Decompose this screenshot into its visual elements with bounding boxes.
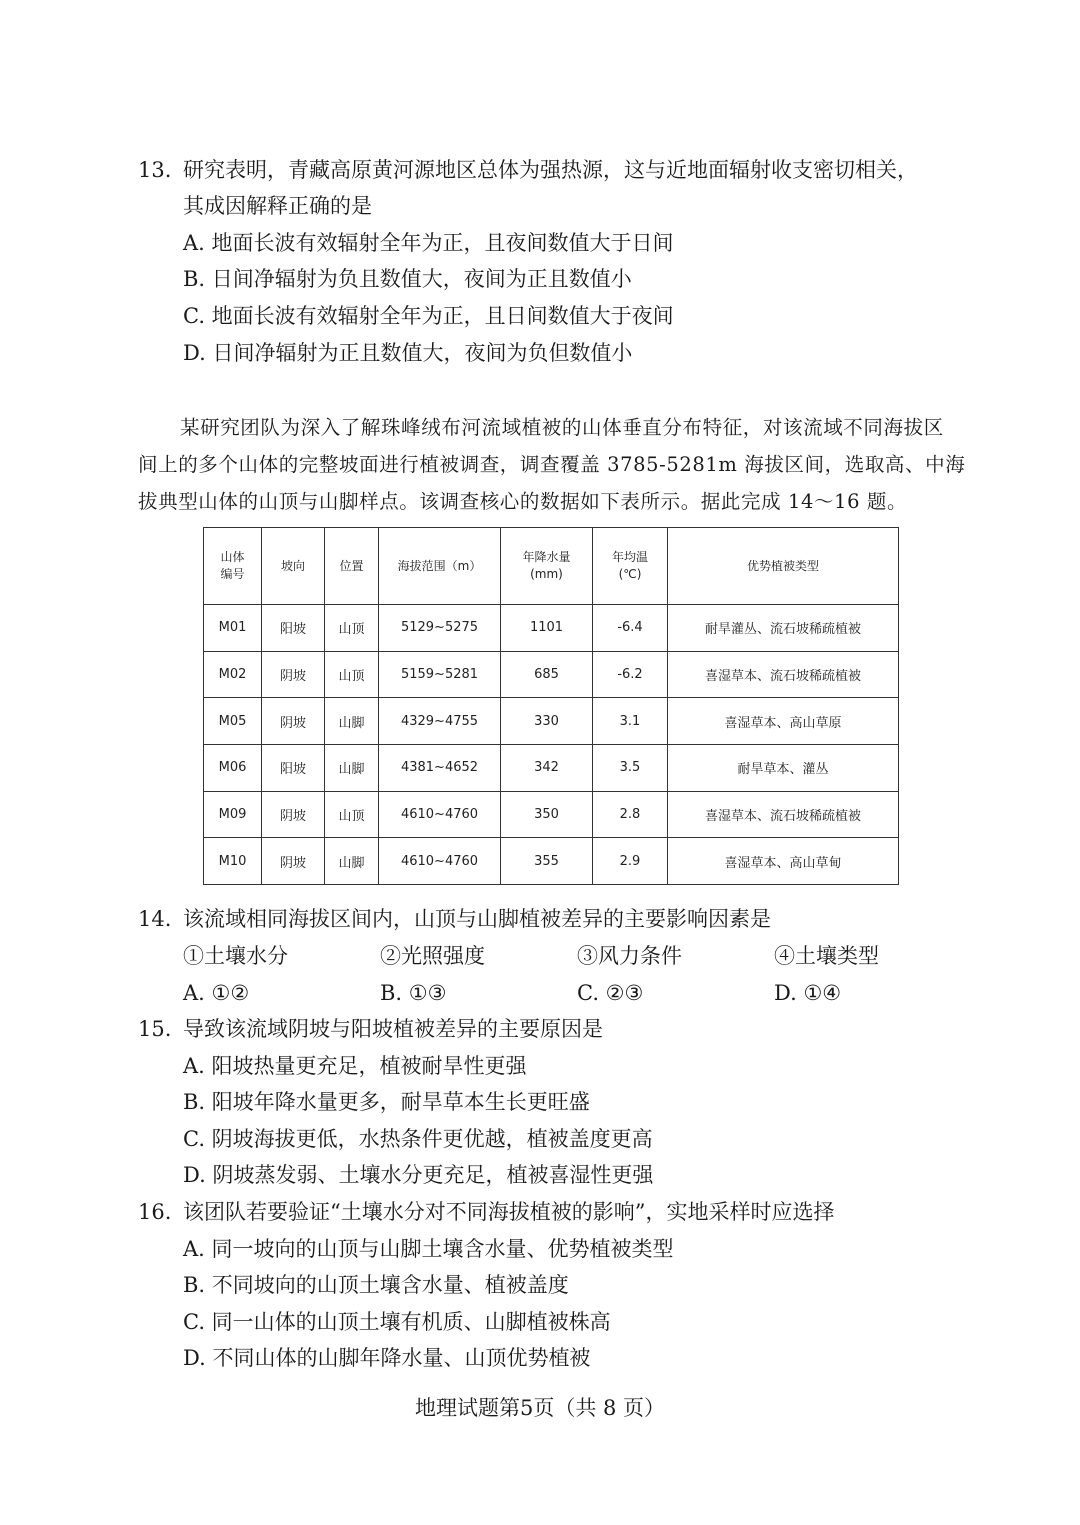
- q13-option-d: D. 日间净辐射为正且数值大，夜间为负但数值小: [183, 341, 633, 365]
- q15-option-b: B. 阳坡年降水量更多，耐旱草本生长更旺盛: [183, 1090, 590, 1114]
- cell-position: 山脚: [325, 698, 379, 745]
- cell-temperature: 2.8: [593, 791, 668, 838]
- cell-precipitation: 342: [501, 744, 593, 791]
- cell-elevation: 5159~5281: [379, 651, 501, 698]
- intro-line3: 拔典型山体的山顶与山脚样点。该调查核心的数据如下表所示。据此完成 14～16 题。: [138, 490, 908, 513]
- q13-stem-line1: 研究表明，青藏高原黄河源地区总体为强热源，这与近地面辐射收支密切相关，: [183, 158, 918, 182]
- q13-stem-line2: 其成因解释正确的是: [183, 194, 372, 218]
- q15-option-d: D. 阴坡蒸发弱、土壤水分更充足，植被喜湿性更强: [183, 1163, 654, 1187]
- cell-id: M06: [204, 744, 262, 791]
- q16-option-a: A. 同一坡向的山顶与山脚土壤含水量、优势植被类型: [183, 1237, 674, 1261]
- cell-temperature: 3.1: [593, 698, 668, 745]
- cell-position: 山脚: [325, 838, 379, 885]
- header-dominant-vegetation: 优势植被类型: [668, 528, 899, 605]
- q15-stem: 导致该流域阴坡与阳坡植被差异的主要原因是: [183, 1017, 603, 1041]
- q16-option-d: D. 不同山体的山脚年降水量、山顶优势植被: [183, 1346, 591, 1370]
- q15-option-a: A. 阳坡热量更充足，植被耐旱性更强: [183, 1054, 527, 1078]
- cell-aspect: 阴坡: [262, 651, 325, 698]
- q14-option-a: A. ①②: [183, 981, 250, 1005]
- table-row: [204, 838, 899, 885]
- cell-position: 山顶: [325, 651, 379, 698]
- cell-temperature: -6.2: [593, 651, 668, 698]
- cell-aspect: 阴坡: [262, 698, 325, 745]
- intro-line2: 间上的多个山体的完整坡面进行植被调查，调查覆盖 3785-5281m 海拔区间，选取高、中海: [138, 453, 966, 476]
- survey-data-table: [203, 527, 899, 885]
- header-annual-precipitation: 年降水量 (mm): [501, 528, 593, 605]
- q13-number: 13.: [138, 158, 172, 182]
- cell-elevation: 4329~4755: [379, 698, 501, 745]
- q16-option-c: C. 同一山体的山顶土壤有机质、山脚植被株高: [183, 1310, 611, 1334]
- q14-option-b: B. ①③: [380, 981, 447, 1005]
- cell-temperature: -6.4: [593, 605, 668, 652]
- table-row: [204, 791, 899, 838]
- q14-number: 14.: [138, 907, 172, 931]
- q14-option-d: D. ①④: [774, 981, 842, 1005]
- cell-id: M01: [204, 605, 262, 652]
- q16-stem: 该团队若要验证“土壤水分对不同海拔植被的影响”，实地采样时应选择: [183, 1200, 835, 1224]
- cell-position: 山顶: [325, 791, 379, 838]
- cell-position: 山脚: [325, 744, 379, 791]
- cell-temperature: 3.5: [593, 744, 668, 791]
- cell-elevation: 5129~5275: [379, 605, 501, 652]
- cell-precipitation: 350: [501, 791, 593, 838]
- cell-precipitation: 355: [501, 838, 593, 885]
- cell-elevation: 4610~4760: [379, 838, 501, 885]
- cell-aspect: 阴坡: [262, 791, 325, 838]
- header-elevation-range: 海拔范围（m）: [379, 528, 501, 605]
- table-row: [204, 744, 899, 791]
- cell-vegetation: 耐旱灌丛、流石坡稀疏植被: [668, 605, 899, 652]
- table-row: [204, 651, 899, 698]
- q15-number: 15.: [138, 1017, 172, 1041]
- cell-elevation: 4381~4652: [379, 744, 501, 791]
- table-header-row: [204, 528, 899, 605]
- q14-option-c: C. ②③: [577, 981, 644, 1005]
- cell-vegetation: 喜湿草本、高山草原: [668, 698, 899, 745]
- q16-number: 16.: [138, 1200, 172, 1224]
- q13-option-a: A. 地面长波有效辐射全年为正，且夜间数值大于日间: [183, 231, 674, 255]
- cell-id: M09: [204, 791, 262, 838]
- cell-position: 山顶: [325, 605, 379, 652]
- q14-item-2: ②光照强度: [380, 944, 485, 968]
- cell-aspect: 阳坡: [262, 744, 325, 791]
- cell-precipitation: 330: [501, 698, 593, 745]
- cell-aspect: 阴坡: [262, 838, 325, 885]
- cell-precipitation: 1101: [501, 605, 593, 652]
- q13-option-c: C. 地面长波有效辐射全年为正，且日间数值大于夜间: [183, 304, 674, 328]
- cell-vegetation: 喜湿草本、流石坡稀疏植被: [668, 791, 899, 838]
- cell-id: M10: [204, 838, 262, 885]
- q16-option-b: B. 不同坡向的山顶土壤含水量、植被盖度: [183, 1273, 569, 1297]
- cell-vegetation: 喜湿草本、高山草甸: [668, 838, 899, 885]
- header-mountain-id: 山体 编号: [204, 528, 262, 605]
- cell-aspect: 阳坡: [262, 605, 325, 652]
- table-row: [204, 605, 899, 652]
- header-slope-aspect: 坡向: [262, 528, 325, 605]
- cell-vegetation: 喜湿草本、流石坡稀疏植被: [668, 651, 899, 698]
- header-annual-temperature: 年均温 (℃): [593, 528, 668, 605]
- page-footer: 地理试题第5页（共 8 页）: [414, 1396, 666, 1420]
- q14-item-3: ③风力条件: [577, 944, 682, 968]
- q15-option-c: C. 阴坡海拔更低，水热条件更优越，植被盖度更高: [183, 1127, 653, 1151]
- cell-precipitation: 685: [501, 651, 593, 698]
- q14-stem: 该流域相同海拔区间内，山顶与山脚植被差异的主要影响因素是: [183, 907, 771, 931]
- header-position: 位置: [325, 528, 379, 605]
- q14-item-4: ④土壤类型: [774, 944, 879, 968]
- table-row: [204, 698, 899, 745]
- q13-option-b: B. 日间净辐射为负且数值大，夜间为正且数值小: [183, 267, 632, 291]
- cell-id: M02: [204, 651, 262, 698]
- cell-temperature: 2.9: [593, 838, 668, 885]
- cell-elevation: 4610~4760: [379, 791, 501, 838]
- cell-vegetation: 耐旱草本、灌丛: [668, 744, 899, 791]
- cell-id: M05: [204, 698, 262, 745]
- intro-line1: 某研究团队为深入了解珠峰绒布河流域植被的山体垂直分布特征，对该流域不同海拔区: [180, 416, 944, 439]
- q14-item-1: ①土壤水分: [183, 944, 288, 968]
